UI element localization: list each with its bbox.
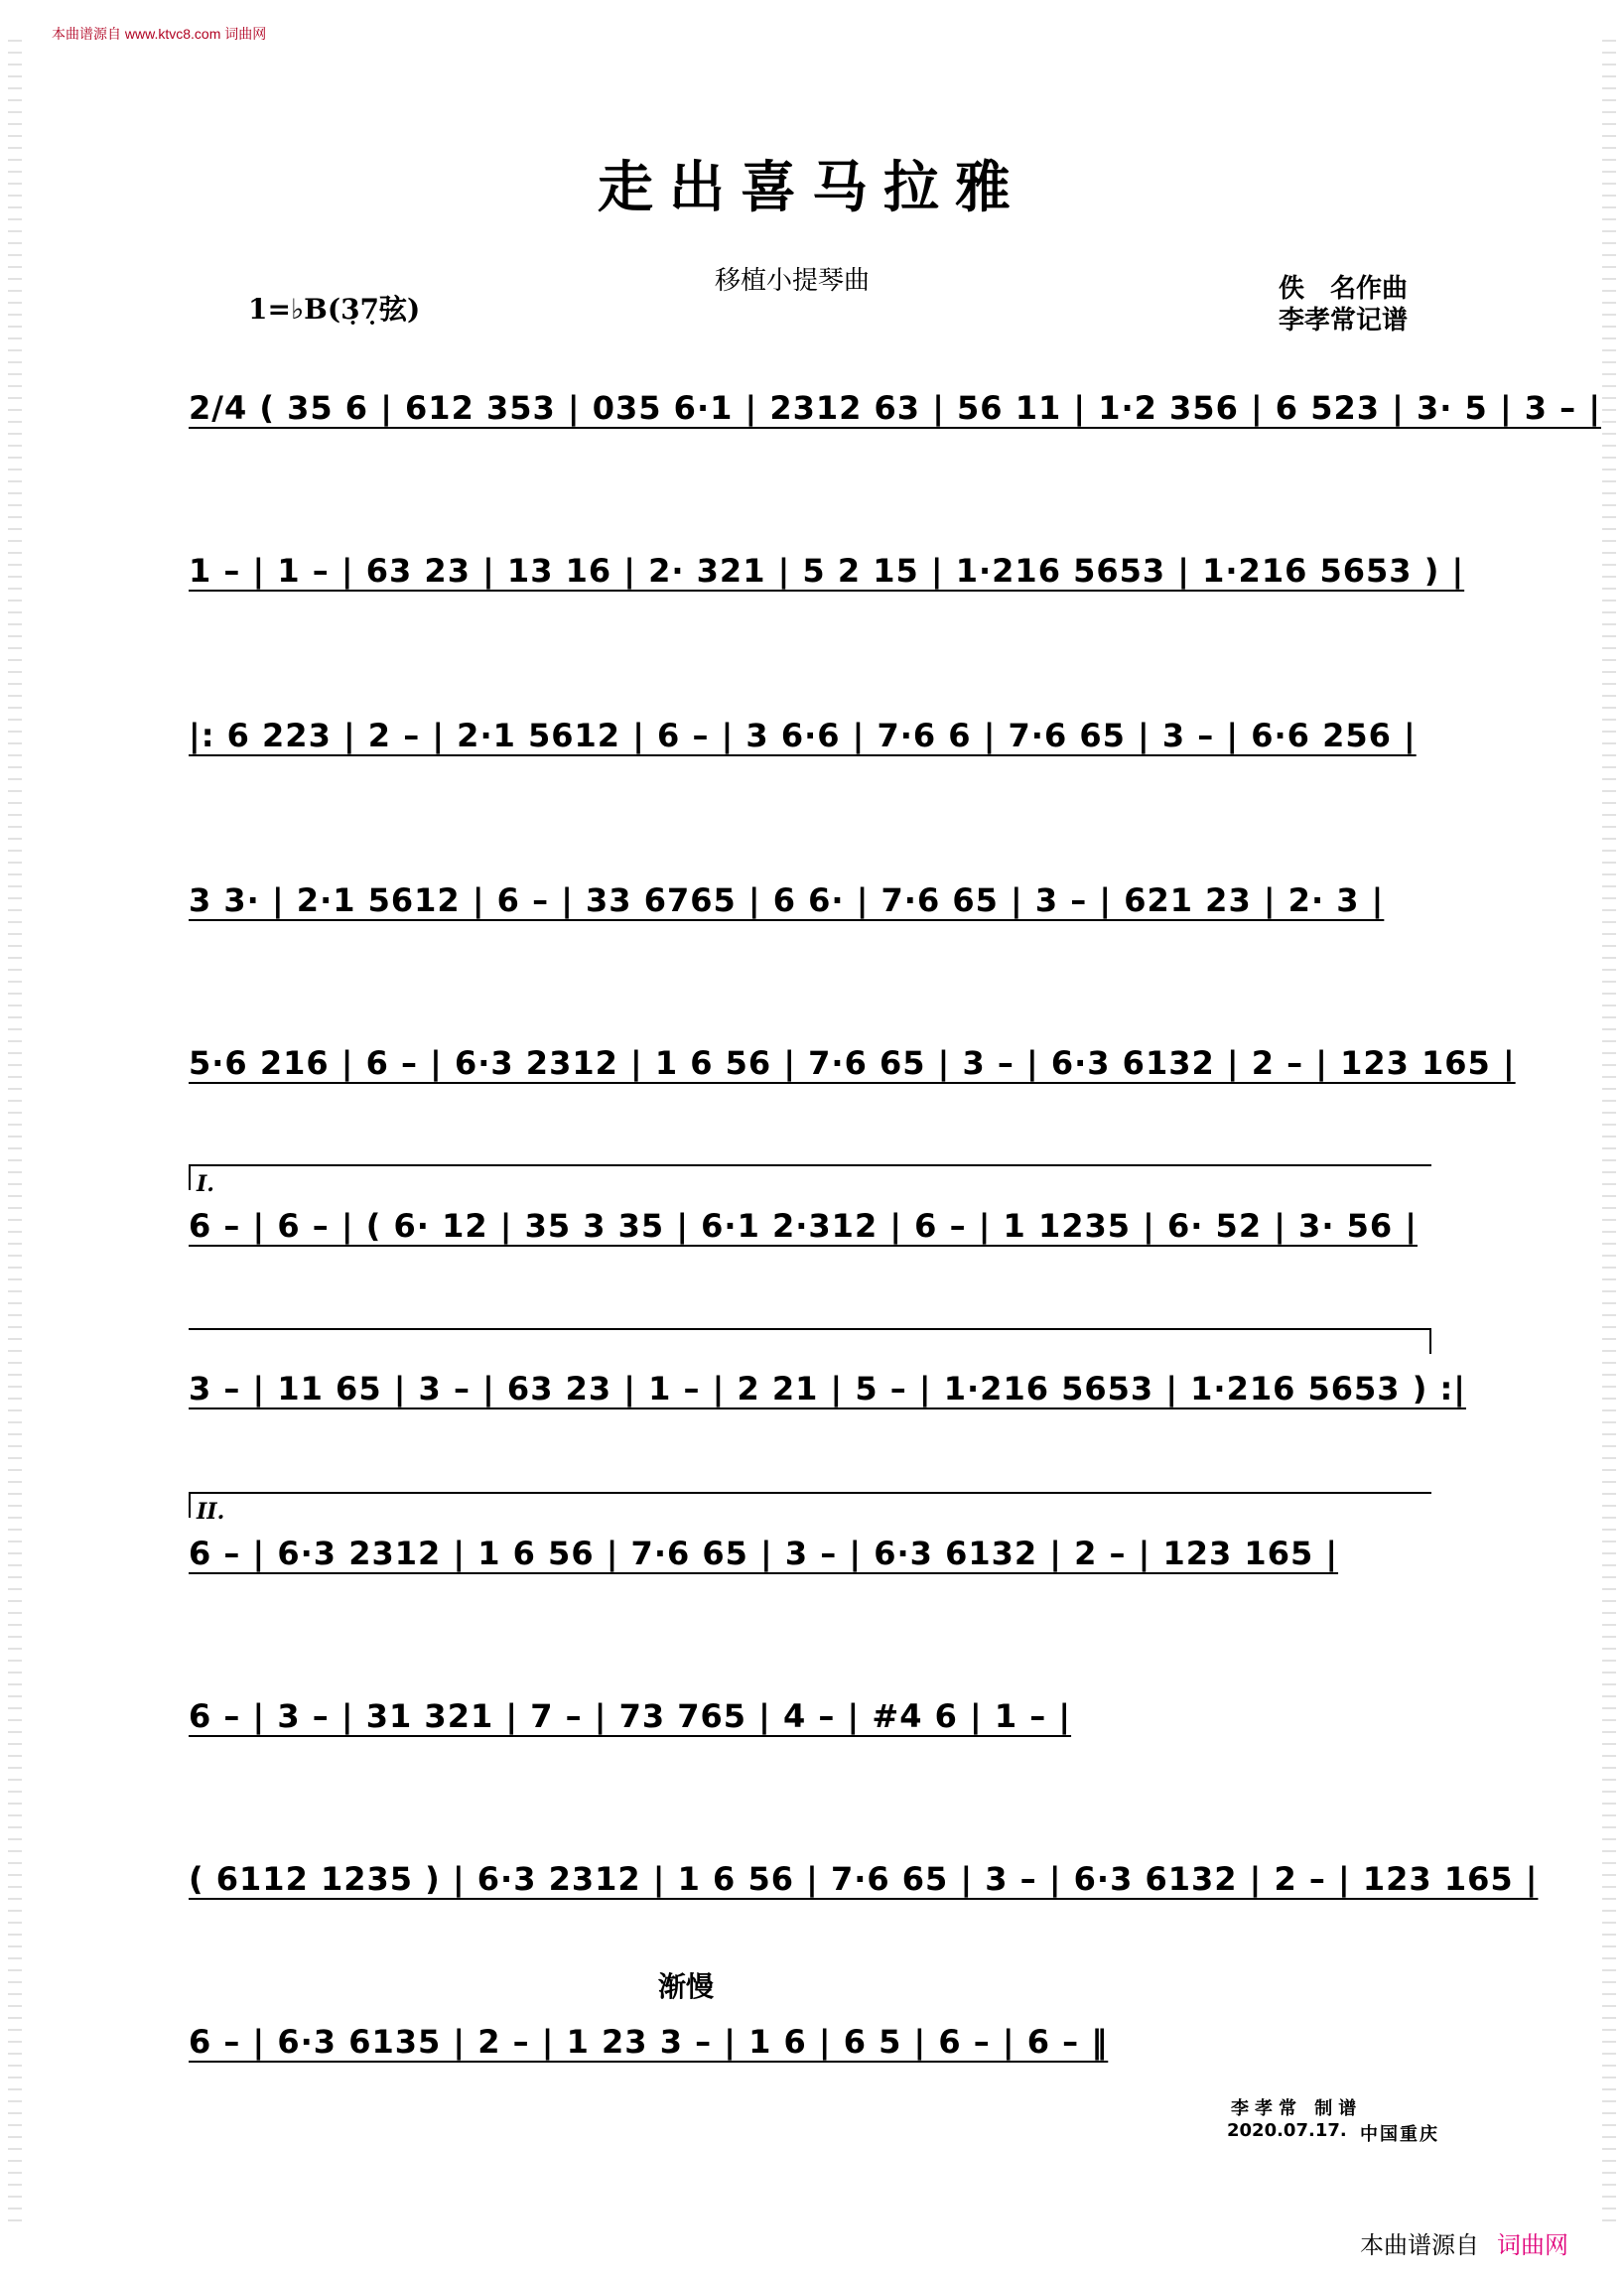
volta-bracket-1 <box>189 1164 1431 1190</box>
volta-bracket-2 <box>189 1492 1431 1518</box>
key-signature: 1=♭B(3̣7̣弦) <box>248 293 421 326</box>
notation-line-8: 6 – | 6·3 2312 | 1 6 56 | 7·6 65 | 3 – | 6·3 6132 | 2 – | 123 165 | <box>189 1535 1339 1572</box>
notation-line-4: 3 3· | 2·1 5612 | 6 – | 33 6765 | 6 6· | 7·6 65 | 3 – | 621 23 | 2· 3 | <box>189 881 1385 919</box>
notation-line-5: 5·6 216 | 6 – | 6·3 2312 | 1 6 56 | 7·6 65 | 3 – | 6·3 6132 | 2 – | 123 165 | <box>189 1044 1516 1082</box>
transcriber-credit: 李孝常记谱 <box>1279 306 1409 335</box>
arranger-credit: 李孝常 制谱 <box>1231 2098 1363 2119</box>
arrangement-date: 2020.07.17. <box>1227 2120 1347 2141</box>
score-subtitle: 移植小提琴曲 <box>715 266 871 296</box>
footer-source-text: 本曲谱源自 <box>1360 2231 1479 2259</box>
notation-line-6: 6 – | 6 – | ( 6· 12 | 35 3 35 | 6·1 2·312 | 6 – | 1 1235 | 6· 52 | 3· 56 | <box>189 1207 1418 1245</box>
volta-label-2: II. <box>197 1499 225 1525</box>
composer-credit: 佚 名作曲 <box>1279 274 1409 304</box>
notation-line-7: 3 – | 11 65 | 3 – | 63 23 | 1 – | 2 21 | 5 – | 1·216 5653 | 1·216 5653 ) :| <box>189 1370 1466 1407</box>
notation-line-3: |: 6 223 | 2 – | 2·1 5612 | 6 – | 3 6·6 | 7·6 6 | 7·6 65 | 3 – | 6·6 256 | <box>189 717 1417 754</box>
notation-line-2: 1 – | 1 – | 63 23 | 13 16 | 2· 321 | 5 2 15 | 1·216 5653 | 1·216 5653 ) | <box>189 552 1465 590</box>
notation-line-10: ( 6112 1235 ) | 6·3 2312 | 1 6 56 | 7·6 65 | 3 – | 6·3 6132 | 2 – | 123 165 | <box>189 1860 1539 1898</box>
arrangement-place: 中国重庆 <box>1360 2124 1439 2145</box>
footer-brand-link[interactable]: 词曲网 <box>1497 2231 1568 2259</box>
volta-label-1: I. <box>197 1171 214 1197</box>
notation-line-1: 2/4 ( 35 6 | 612 353 | 035 6·1 | 2312 63 | 56 11 | 1·2 356 | 6 523 | 3· 5 | 3 – | <box>189 389 1601 427</box>
top-watermark: 本曲谱源自 www.ktvc8.com 词曲网 <box>52 26 267 42</box>
left-page-edge <box>8 40 22 2223</box>
tempo-marking: 渐慢 <box>658 1970 715 2003</box>
notation-line-11: 6 – | 6·3 6135 | 2 – | 1 23 3 – | 1 6 | 6 5 | 6 – | 6 – ‖ <box>189 2023 1109 2061</box>
volta-bracket-1-end <box>189 1328 1431 1354</box>
right-page-edge <box>1602 40 1616 2223</box>
score-title: 走出喜马拉雅 <box>598 155 1026 220</box>
notation-line-9: 6 – | 3 – | 31 321 | 7 – | 73 765 | 4 – | #4 6 | 1 – | <box>189 1697 1072 1735</box>
